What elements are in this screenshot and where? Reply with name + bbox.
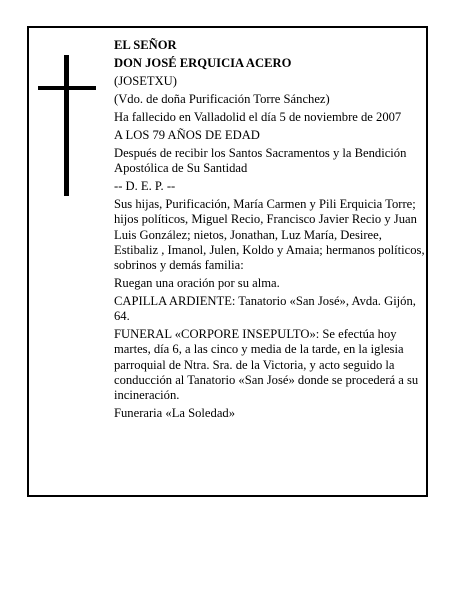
age-line: A LOS 79 AÑOS DE EDAD [114, 128, 260, 142]
cross-vertical-bar [64, 55, 69, 196]
cross-horizontal-bar [38, 86, 96, 90]
nickname: (JOSETXU) [114, 74, 177, 88]
prayer-request: Ruegan una oración por su alma. [114, 276, 280, 291]
title-line-1: EL SEÑOR [114, 38, 177, 52]
obituary-text [114, 38, 426, 424]
funeral-info: FUNERAL «CORPORE INSEPULTO»: Se efectúa hoy martes, día 6, a las cinco y media de la tarde, en la iglesia parroquial de Ntra. Sra. de la Victoria, y acto seguido la conducción al Tanatorio «San José» donde se procederá a su incineración. [114, 327, 419, 403]
chapel-info: CAPILLA ARDIENTE: Tanatorio «San José», Avda. Gijón, 64. [114, 294, 416, 324]
family-list: Sus hijas, Purificación, María Carmen y Pili Erquicia Torre; hijos políticos, Miguel Recio, Francisco Javier Recio y Juan Luis González; nietos, Jonathan, Luz María, Desiree, Estibaliz , Imanol, Julen, Koldo y Amaia; hermanos políticos, sobrinos y demás familia: [114, 197, 425, 273]
sacraments-line: Después de recibir los Santos Sacramentos y la Bendición Apostólica de Su Santidad [114, 146, 407, 176]
widower-note: (Vdo. de doña Purificación Torre Sánchez) [114, 92, 330, 106]
deceased-name: DON JOSÉ ERQUICIA ACERO [114, 56, 292, 70]
funeral-home: Funeraria «La Soledad» [114, 406, 235, 421]
death-announcement: Ha fallecido en Valladolid el día 5 de noviembre de 2007 [114, 110, 402, 124]
rip-line: -- D. E. P. -- [114, 179, 176, 194]
